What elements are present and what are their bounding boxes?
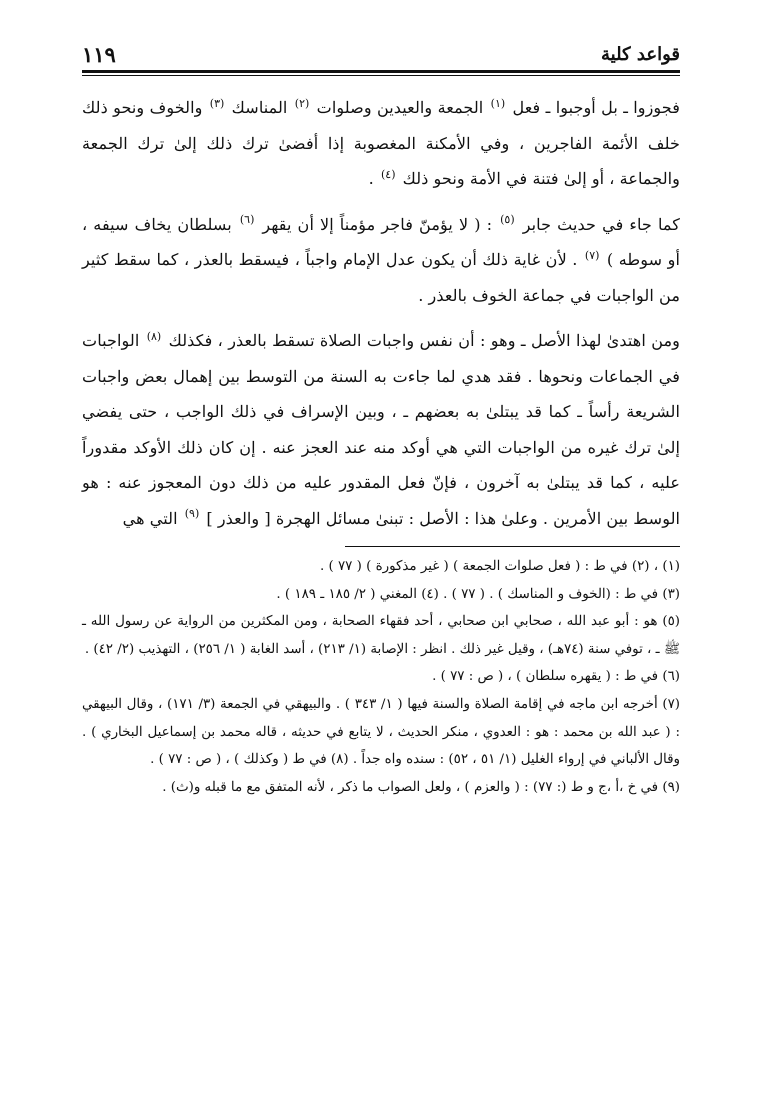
footnote: (٣) في ط : (الخوف و المناسك ) . ( ٧٧ ) . (٤) المغني ( ٢/ ١٨٥ ـ ١٨٩ ) . [276, 586, 680, 602]
footnote: (٥) هو : أبو عبد الله ، صحابي ابن صحابي ، أحد فقهاء الصحابة ، ومن المكثرين من الرواية عن رسول الله ـ ﷺ ـ ، توفي سنة (٧٤هـ) ، وقيل غير ذلك . انظر : الإصابة (١/ ٢١٣) ، أسد الغابة ( ١/ ٢٥٦) ، التهذيب (٢/ ٤٢) . [82, 614, 680, 657]
footnote: (١) ، (٢) في ط : ( فعل صلوات الجمعة ) ( غير مذكورة ) ( ٧٧ ) . [319, 559, 680, 574]
footnote-ref: (٤) [380, 167, 396, 181]
footnote-ref: (٥) [500, 213, 515, 227]
text-run: . [368, 169, 379, 188]
body-paragraph [82, 90, 680, 197]
running-head: قواعد كلية [601, 44, 680, 65]
main-text [82, 90, 680, 536]
footnote: (٩) في خ ،أ ،ج و ط (: ٧٧) : ( والعزم ) ، ولعل الصواب ما ذكر ، لأنه المتفق مع ما قبله و(ث) . [162, 779, 680, 795]
footnote-ref: (٨) [146, 329, 162, 343]
page-header [82, 36, 680, 66]
footnote-separator [345, 546, 680, 547]
text-run: : ( لا يؤمنّ فاجر مؤمناً إلا أن يقهر [256, 214, 499, 234]
header-rule [82, 70, 680, 73]
footnote-ref: (٣) [209, 96, 225, 110]
text-run: بسلطان يخاف سيفه ، أو سوطه ) [82, 214, 681, 269]
text-run: فجوزوا ـ بل أوجبوا ـ فعل [507, 98, 680, 117]
body-paragraph [82, 207, 680, 314]
footnotes [82, 553, 680, 801]
footnote-ref: (١) [490, 96, 506, 110]
text-run: الجمعة والعيدين وصلوات [311, 98, 489, 117]
footnote-ref: (٧) [584, 248, 600, 262]
text-run: كما جاء في حديث جابر [516, 214, 680, 234]
footnote: (٦) في ط : ( يقهره سلطان ) ، ( ص : ٧٧ ) . [432, 669, 680, 685]
text-run: الواجبات في الجماعات ونحوها . فقد هدي لما جاءت به السنة من التوسط بين إهمال بعض واجبات الشريعة رأساً ـ كما قد يبتلىٰ به بعضهم ـ ، وبين الإسراف في ذلك الواجب ، حتى يفضي إلىٰ ترك غيره من الواجبات التي هي أوكد منه عند العجز عنه . إن كان ذلك الأوكد مقدوراً عليه ، كما قد يبتلىٰ به آخرون ، فإنّ فعل المقدور عليه من ذلك دون المعجوز عنه : هو الوسط بين الأمرين . وعلىٰ هذا : الأصل : تبنىٰ مسائل الهجرة [ والعذر ] [82, 331, 680, 528]
header-rule-thin [82, 75, 680, 76]
footnote-ref: (٢) [294, 96, 310, 110]
footnote-ref: (٦) [239, 213, 255, 227]
text-run: . لأن غاية ذلك أن يكون عدل الإمام واجباً ، فيسقط بالعذر ، كما سقط كثير من الواجبات في جماعة الخوف بالعذر . [82, 250, 680, 305]
text-run: والخوف ونحو ذلك خلف الأئمة الفاجرين ، وفي الأمكنة المغصوبة إذا أفضىٰ ترك ذلك إلىٰ ترك الجمعة والجماعة ، أو إلىٰ فتنة في الأمة ونحو ذلك [82, 98, 680, 188]
text-run: التي هي [122, 508, 183, 528]
footnote-ref: (٩) [184, 507, 200, 521]
footnote: (٧) أخرجه ابن ماجه في إقامة الصلاة والسنة فيها ( ١/ ٣٤٣ ) . والبيهقي في الجمعة (٣/ ١٧١) ، وقال البيهقي : ( عبد الله بن محمد : هو : العدوي ، منكر الحديث ، لا يتابع في حديثه ، قاله محمد بن إسماعيل البخاري ) . وقال الألباني في إرواء الغليل (١/ ٥١ ، ٥٢) : سنده واه جداً . (٨) في ط ( وكذلك ) ، ( ص : ٧٧ ) . [82, 696, 680, 768]
body-paragraph [82, 323, 680, 536]
page-number: ١١٩ [82, 42, 116, 67]
text-run: ومن اهتدىٰ لهذا الأصل ـ وهو : أن نفس واجبات الصلاة تسقط بالعذر ، فكذلك [163, 331, 681, 350]
text-run: المناسك [226, 98, 293, 117]
